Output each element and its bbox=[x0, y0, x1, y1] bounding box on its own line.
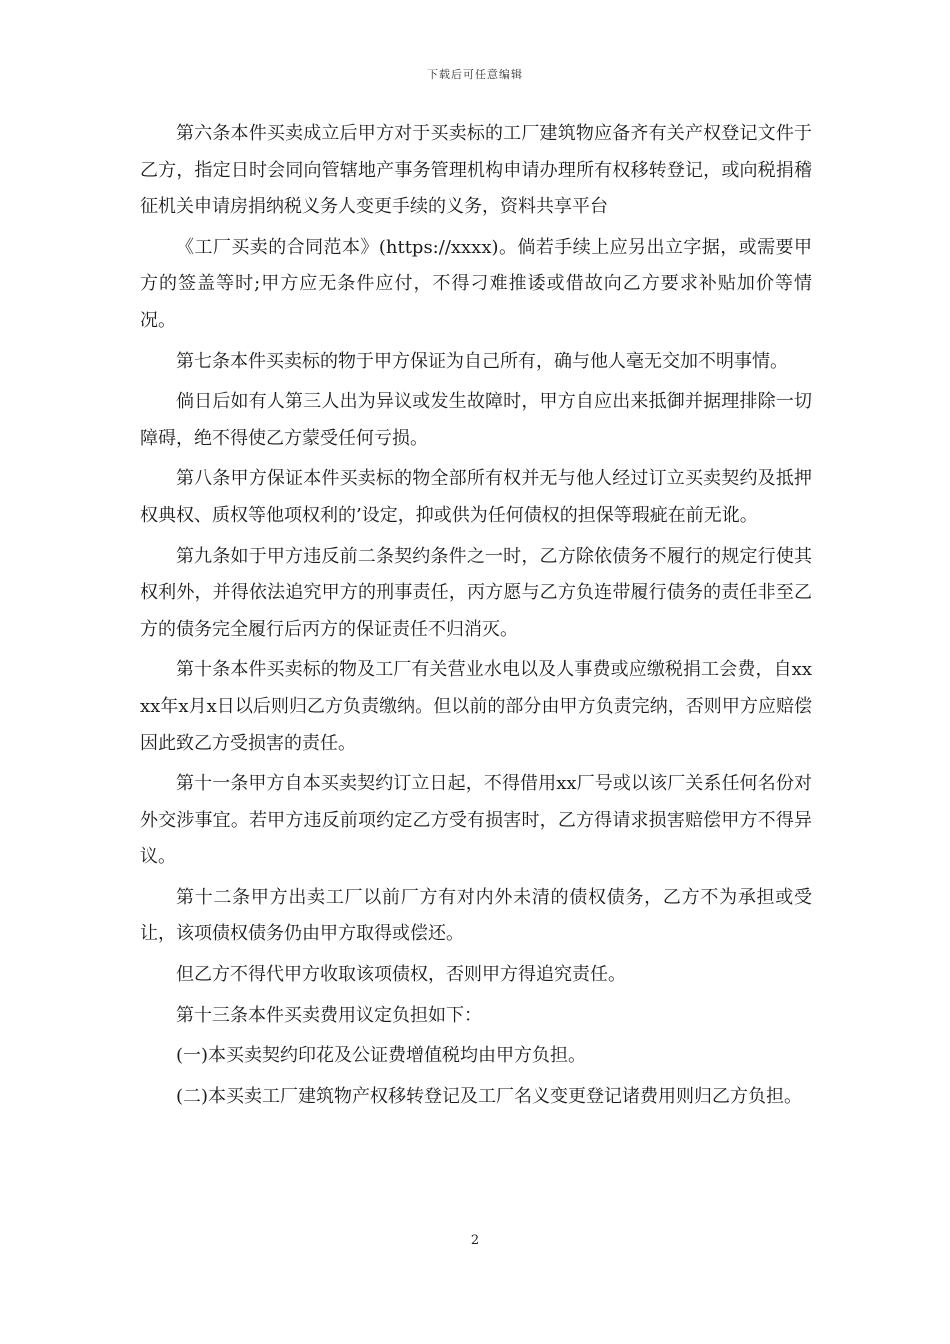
paragraph-article-10: 第十条本件买卖标的物及工厂有关营业水电以及人事费或应缴税捐工会费，自xxxx年x月x日以后则归乙方负责缴纳。但以前的部分由甲方负责完纳，否则甲方应赔偿因此致乙方受损害的责任。 bbox=[140, 659, 812, 754]
paragraph-article-13: 第十三条本件买卖费用议定负担如下： bbox=[176, 1004, 482, 1026]
paragraph-article-6: 第六条本件买卖成立后甲方对于买卖标的工厂建筑物应备齐有关产权登记文件于乙方，指定日时会同向管辖地产事务管理机构申请办理所有权移转登记，或向税捐稽征机关申请房捐纳税义务人变更手续的义务，资料共享平台 bbox=[140, 123, 812, 218]
paragraph-article-11: 第十一条甲方自本买卖契约订立日起，不得借用xx厂号或以该厂关系任何名份对外交涉事宜。若甲方违反前项约定乙方受有损害时，乙方得请求损害赔偿甲方不得异议。 bbox=[140, 773, 812, 868]
page-number: 2 bbox=[470, 1233, 480, 1248]
page-header: 下载后可任意编辑 bbox=[427, 68, 523, 81]
paragraph-article-8: 第八条甲方保证本件买卖标的物全部所有权并无与他人经过订立买卖契约及抵押权典权、质权等他项权利的’设定，抑或供为任何债权的担保等瑕疵在前无讹。 bbox=[140, 468, 812, 526]
paragraph-article-7-cont: 倘日后如有人第三人出为异议或发生故障时，甲方自应出来抵御并据理排除一切障碍，绝不得使乙方蒙受任何亏损。 bbox=[140, 391, 812, 449]
paragraph-article-12-cont: 但乙方不得代甲方收取该项债权，否则甲方得追究责任。 bbox=[176, 964, 626, 986]
paragraph-article-12: 第十二条甲方出卖工厂以前厂方有对内外未清的债权债务，乙方不为承担或受让，该项债权债务仍由甲方取得或偿还。 bbox=[140, 886, 812, 945]
document-body bbox=[140, 116, 812, 1119]
paragraph-article-6-cont: 《工厂买卖的合同范本》(https://xxxx)。倘若手续上应另出立字据，或需要甲方的签盖等时;甲方应无条件应付，不得刁难推诿或借故向乙方要求补贴加价等情况。 bbox=[140, 236, 812, 331]
paragraph-article-13-item-2: (二)本买卖工厂建筑物产权移转登记及工厂名义变更登记诸费用则归乙方负担。 bbox=[176, 1085, 803, 1107]
paragraph-article-13-item-1: (一)本买卖契约印花及公证费增值税均由甲方负担。 bbox=[176, 1045, 587, 1067]
paragraph-article-9: 第九条如于甲方违反前二条契约条件之一时，乙方除依债务不履行的规定行使其权利外，并得依法追究甲方的刑事责任，丙方愿与乙方负连带履行债务的责任非至乙方的债务完全履行后丙方的保证责任不归消灭。 bbox=[140, 545, 812, 640]
paragraph-article-7: 第七条本件买卖标的物于甲方保证为自己所有，确与他人毫无交加不明事情。 bbox=[176, 350, 788, 372]
